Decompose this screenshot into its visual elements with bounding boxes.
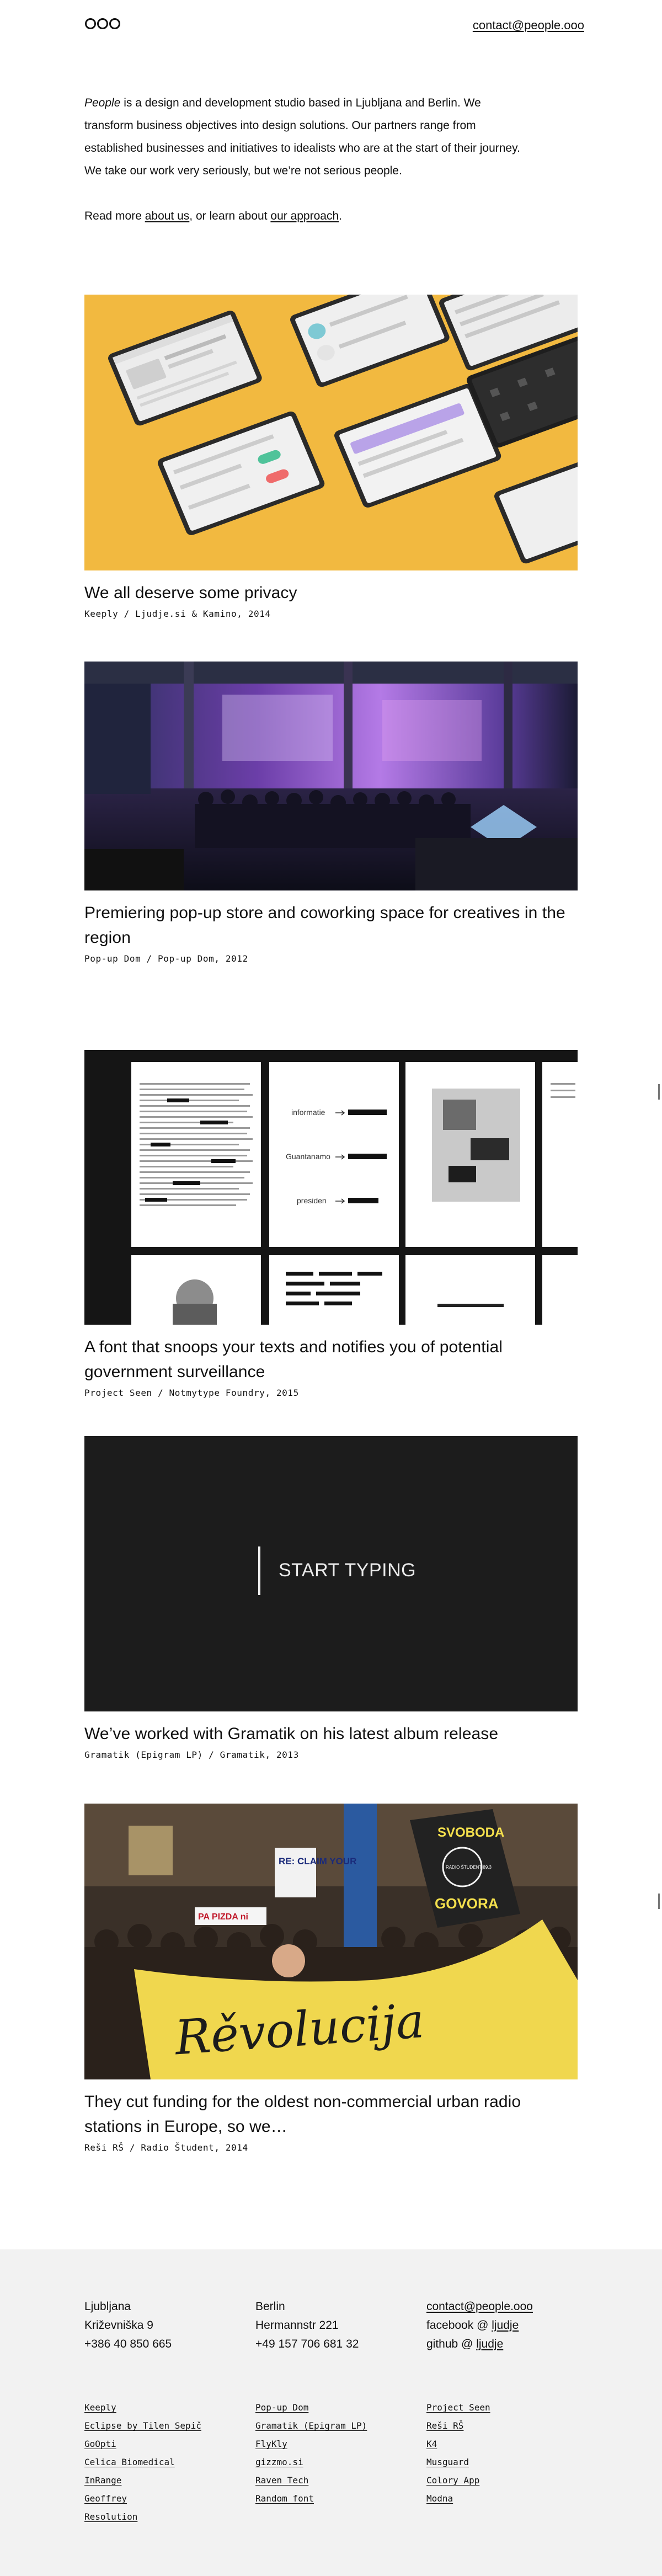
banner-text: Rěvolucija <box>173 1993 426 2066</box>
protest-photo <box>84 1804 578 2079</box>
read-more <box>84 205 526 227</box>
project-gramatik[interactable] <box>84 1436 578 1760</box>
footer-project-link[interactable]: Gramatik (Epigram LP) <box>255 2420 367 2431</box>
project-project-seen[interactable] <box>84 1050 578 1398</box>
project-title[interactable]: We’ve worked with Gramatik on his latest album release <box>84 1725 499 1743</box>
office-phone[interactable]: +49 157 706 681 32 <box>255 2338 359 2350</box>
project-meta: Gramatik (Epigram LP) / Gramatik, 2013 <box>84 1750 299 1760</box>
project-image-gramatik[interactable] <box>84 1436 578 1711</box>
facebook-prefix: facebook @ <box>426 2319 492 2332</box>
footer-project-link[interactable]: FlyKly <box>255 2439 287 2449</box>
github-link[interactable]: ljudje <box>476 2338 504 2350</box>
footer-project-link[interactable]: GoOpti <box>84 2439 116 2449</box>
project-image-pop-up-dom[interactable] <box>84 662 578 890</box>
office-street: Križevniška 9 <box>84 2319 153 2332</box>
footer-project-link[interactable]: Random font <box>255 2493 314 2504</box>
our-approach-link[interactable]: our approach <box>270 210 339 222</box>
footer-project-link[interactable]: Modna <box>426 2493 453 2504</box>
brand-name: People <box>84 97 121 109</box>
project-pop-up-dom[interactable] <box>84 662 578 964</box>
footer-project-link[interactable]: InRange <box>84 2475 122 2486</box>
footer-project-link[interactable]: Project Seen <box>426 2402 490 2413</box>
facebook-link[interactable]: ljudje <box>492 2319 519 2332</box>
footer-project-link[interactable]: Raven Tech <box>255 2475 309 2486</box>
sign-pa: PA PIZDA ni <box>198 1912 248 1922</box>
contact-block <box>426 2297 592 2354</box>
read-more-middle: , or learn about <box>189 210 271 222</box>
project-image-project-seen[interactable] <box>84 1050 578 1325</box>
project-meta: Keeply / Ljudje.si & Kamino, 2014 <box>84 609 271 619</box>
about-us-link[interactable]: about us <box>145 210 190 222</box>
page-word-b: Guantanamo <box>286 1152 330 1161</box>
footer-project-link[interactable]: Musguard <box>426 2457 469 2467</box>
header-contact-link[interactable]: contact@people.ooo <box>472 18 584 32</box>
office-ljubljana <box>84 2297 250 2354</box>
footer-project-link[interactable]: gizzmo.si <box>255 2457 303 2467</box>
project-title[interactable]: They cut funding for the oldest non-commercial urban radio stations in Europe, so we… <box>84 2093 521 2136</box>
footer-project-link[interactable]: K4 <box>426 2439 437 2449</box>
project-image-resi-rs[interactable] <box>84 1804 578 2079</box>
footer-project-link[interactable]: Pop-up Dom <box>255 2402 309 2413</box>
office-street: Hermannstr 221 <box>255 2319 339 2332</box>
project-title[interactable]: Premiering pop-up store and coworking space for creatives in the region <box>84 904 565 947</box>
redacted-pages-image <box>84 1050 578 1325</box>
footer-project-link[interactable]: Geoffrey <box>84 2493 127 2504</box>
footer-project-link[interactable]: Reši RŠ <box>426 2420 464 2431</box>
project-resi-rs[interactable] <box>84 1804 578 2153</box>
sign-reclaim: RE: CLAIM YOUR <box>279 1856 357 1866</box>
page-word-a: informatie <box>291 1108 325 1117</box>
project-meta: Pop-up Dom / Pop-up Dom, 2012 <box>84 953 248 964</box>
site-footer <box>0 2249 662 2576</box>
project-links-col-1 <box>84 2398 250 2526</box>
read-more-suffix: . <box>339 210 342 222</box>
github-prefix: github @ <box>426 2338 477 2350</box>
project-title[interactable]: We all deserve some privacy <box>84 584 297 602</box>
project-meta: Project Seen / Notmytype Foundry, 2015 <box>84 1388 299 1398</box>
footer-email-link[interactable]: contact@people.ooo <box>426 2300 533 2313</box>
scroll-marker <box>658 1084 660 1100</box>
facebook-line <box>426 2316 592 2335</box>
concert-crowd-photo <box>84 662 578 890</box>
page-word-c: presiden <box>297 1196 327 1205</box>
people-logo-icon[interactable] <box>84 18 121 30</box>
project-image-keeply[interactable] <box>84 295 578 570</box>
office-phone[interactable]: +386 40 850 665 <box>84 2338 172 2350</box>
footer-project-link[interactable]: Eclipse by Tilen Sepič <box>84 2420 201 2431</box>
intro-paragraph <box>84 92 526 182</box>
intro-body: is a design and development studio based in Ljubljana and Berlin. We transform business objectives into design solutions. Our partners range from established businesses and initiatives to idealists who are at the start of their journey. We take our work very seriously, but we’re not serious people. <box>84 97 520 177</box>
sign-govora: GOVORA <box>435 1895 499 1912</box>
keeply-app-screens-image <box>84 295 578 570</box>
intro-text <box>84 92 526 227</box>
read-more-prefix: Read more <box>84 210 145 222</box>
project-links-col-3 <box>426 2398 592 2508</box>
sign-radio: RADIO ŠTUDENT 89.3 <box>446 1865 492 1870</box>
footer-project-link[interactable]: Colory App <box>426 2475 480 2486</box>
typing-cursor <box>258 1546 260 1595</box>
github-line <box>426 2335 592 2354</box>
project-title[interactable]: A font that snoops your texts and notifies you of potential government surveillance <box>84 1338 503 1381</box>
office-city: Ljubljana <box>84 2300 131 2313</box>
sign-svoboda: SVOBODA <box>437 1825 505 1840</box>
footer-project-link[interactable]: Resolution <box>84 2511 138 2522</box>
project-links-col-2 <box>255 2398 421 2508</box>
office-city: Berlin <box>255 2300 285 2313</box>
project-meta: Reši RŠ / Radio Študent, 2014 <box>84 2142 248 2153</box>
footer-project-link[interactable]: Keeply <box>84 2402 116 2413</box>
start-typing-text: START TYPING <box>279 1560 417 1581</box>
footer-project-link[interactable]: Celica Biomedical <box>84 2457 175 2467</box>
scroll-marker <box>658 1894 660 1909</box>
site-header <box>0 0 662 50</box>
project-keeply[interactable] <box>84 295 578 619</box>
office-berlin <box>255 2297 421 2354</box>
